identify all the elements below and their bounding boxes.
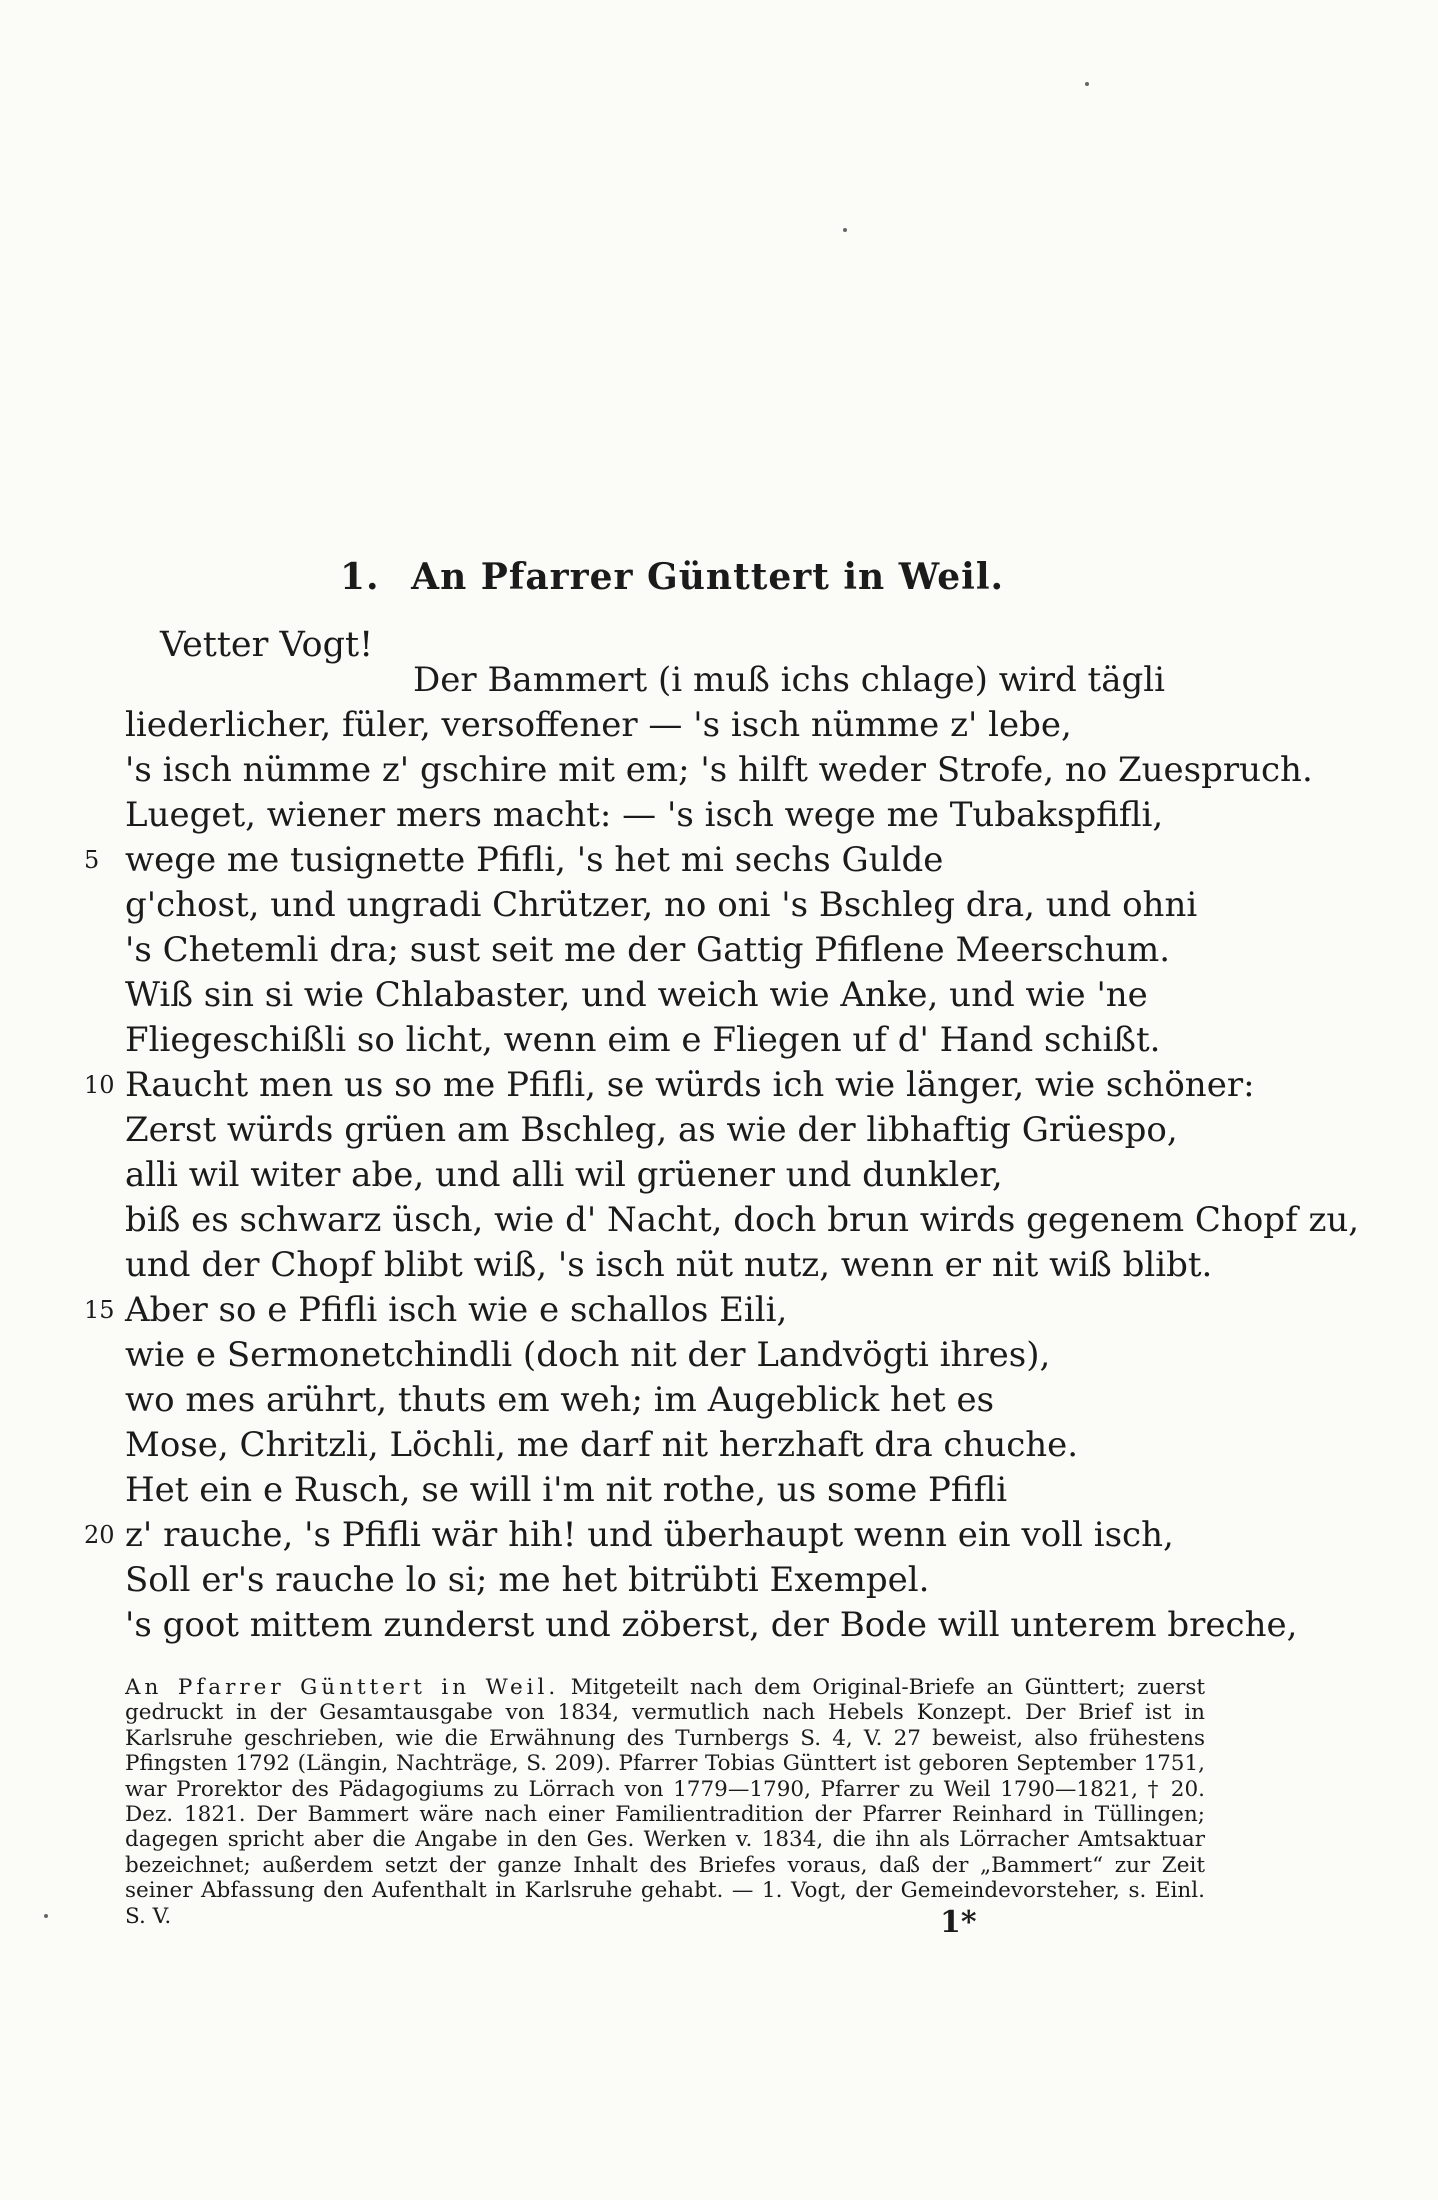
- line-number: 10: [84, 1071, 115, 1099]
- paper-speck: [1085, 82, 1089, 86]
- poem-line: alli wil witer abe, und alli wil grüener und dunkler,: [125, 1155, 1003, 1195]
- line-number: 20: [84, 1521, 115, 1549]
- poem-line: wo mes arührt, thuts em weh; im Augeblick het es: [125, 1380, 995, 1420]
- poem-line: und der Chopf blibt wiß, 's isch nüt nutz, wenn er nit wiß blibt.: [125, 1245, 1213, 1285]
- line-number: 5: [84, 846, 100, 874]
- title-text: An Pfarrer Günttert in Weil.: [411, 556, 1005, 598]
- poem-line: Raucht men us so me Pfifli, se würds ich wie länger, wie schöner:: [125, 1065, 1255, 1105]
- poem-line: liederlicher, füler, versoffener — 's isch nümme z' lebe,: [125, 705, 1072, 745]
- salutation: Vetter Vogt!: [160, 625, 374, 665]
- signature-mark: 1*: [940, 1905, 977, 1940]
- poem-line: 's Chetemli dra; sust seit me der Gattig Pfiflene Meerschum.: [125, 930, 1171, 970]
- poem-line: Aber so e Pfifli isch wie e schallos Eili,: [125, 1290, 788, 1330]
- poem-line: Het ein e Rusch, se will i'm nit rothe, us some Pfifli: [125, 1470, 1008, 1510]
- footnote-text: Mitgeteilt nach dem Original-Briefe an Günttert; zuerst gedruckt in der Gesamtausgabe von 1834, vermutlich nach Hebels Konzept. Der Brief ist in Karlsruhe geschrieben, wie die Erwähnung des Turnbergs S. 4, V. 27 beweist, also frühestens Pfingsten 1792 (Längin, Nachträge, S. 209). Pfarrer Tobias Günttert ist geboren September 1751, war Prorektor des Pädagogiums zu Lörrach von 1779—1790, Pfarrer zu Weil 1790—1821, † 20. Dez. 1821. Der Bammert wäre nach einer Familientradition der Pfarrer Reinhard in Tüllingen; dagegen spricht aber die Angabe in den Ges. Werken v. 1834, die ihn als Lörracher Amtsaktuar bezeichnet; außerdem setzt der ganze Inhalt des Briefes voraus, daß der „Bammert“ zur Zeit seiner Abfassung den Aufenthalt in Karlsruhe gehabt. — 1. Vogt, der Gemeindevorsteher, s. Einl. S. V.: [125, 1675, 1205, 1929]
- paper-speck: [843, 228, 847, 232]
- poem-line: z' rauche, 's Pfifli wär hih! und überhaupt wenn ein voll isch,: [125, 1515, 1174, 1555]
- footnote-heading: An Pfarrer Günttert in Weil.: [125, 1675, 560, 1700]
- poem-line: wie e Sermonetchindli (doch nit der Landvögti ihres),: [125, 1335, 1051, 1375]
- poem-line: Wiß sin si wie Chlabaster, und weich wie Anke, und wie 'ne: [125, 975, 1148, 1015]
- poem-line: biß es schwarz üsch, wie d' Nacht, doch brun wirds gegenem Chopf zu,: [125, 1200, 1360, 1240]
- title-number: 1.: [340, 556, 380, 598]
- poem-line: 's isch nümme z' gschire mit em; 's hilft weder Strofe, no Zuespruch.: [125, 750, 1313, 790]
- poem-line: g'chost, und ungradi Chrützer, no oni 's Bschleg dra, und ohni: [125, 885, 1198, 925]
- page-title: [340, 556, 1140, 598]
- poem-line: 's goot mittem zunderst und zöberst, der Bode will unterem breche,: [125, 1605, 1298, 1645]
- poem-line: Mose, Chritzli, Löchli, me darf nit herzhaft dra chuche.: [125, 1425, 1079, 1465]
- poem-line: Der Bammert (i muß ichs chlage) wird tägli: [413, 660, 1165, 700]
- footnote-paragraph: [125, 1675, 1205, 1929]
- poem-line: Soll er's rauche lo si; me het bitrübti Exempel.: [125, 1560, 930, 1600]
- line-number: 15: [84, 1296, 115, 1324]
- footnote: [125, 1675, 1205, 1929]
- poem-line: Lueget, wiener mers macht: — 's isch wege me Tubakspfifli,: [125, 795, 1164, 835]
- poem-line: Fliegeschißli so licht, wenn eim e Fliegen uf d' Hand schißt.: [125, 1020, 1161, 1060]
- paper-speck: [44, 1914, 48, 1918]
- poem-line: wege me tusignette Pfifli, 's het mi sechs Gulde: [125, 840, 944, 880]
- poem-line: Zerst würds grüen am Bschleg, as wie der libhaftig Grüespo,: [125, 1110, 1178, 1150]
